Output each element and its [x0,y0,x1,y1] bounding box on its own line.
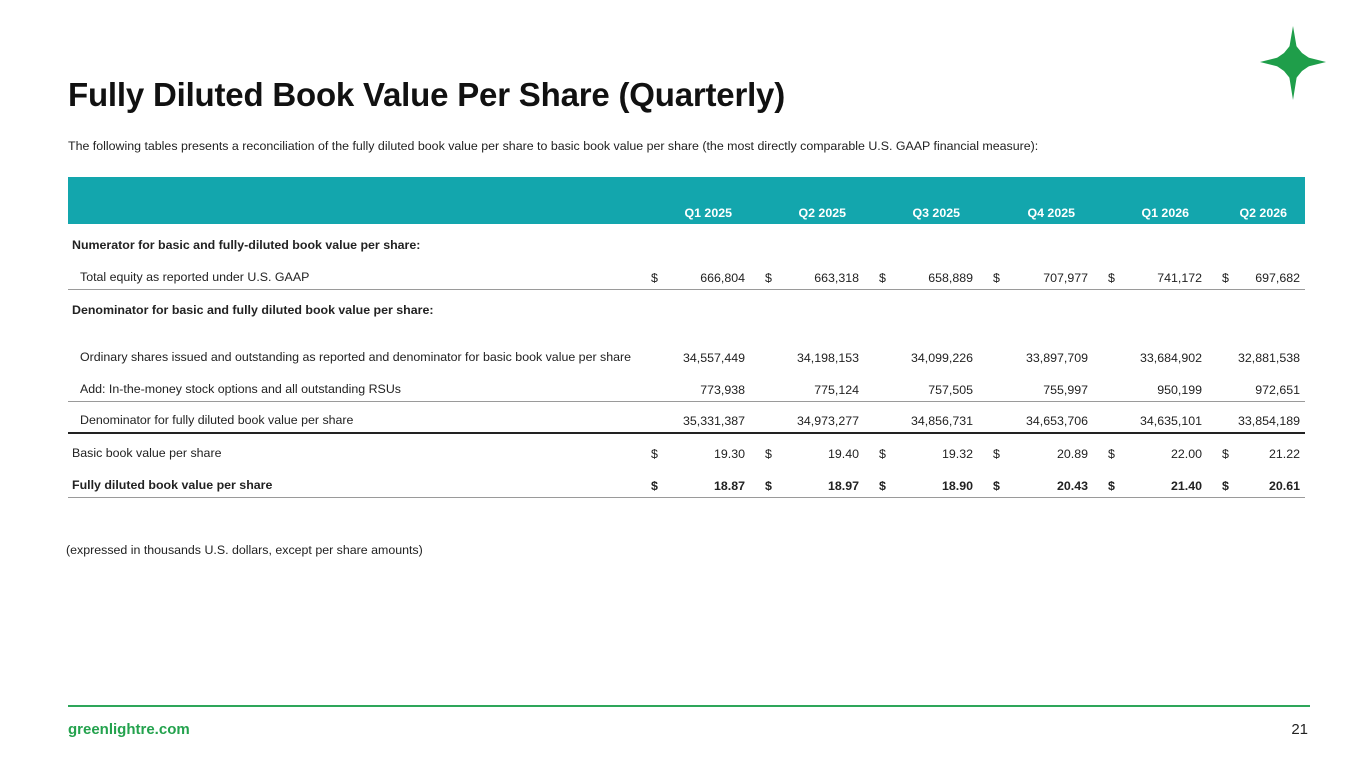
column-header: Q1 2026 [1141,206,1189,220]
value-cell [978,401,1093,433]
value-cell-content [978,447,1093,461]
value-cell-content [978,414,1093,428]
value-cell [750,224,864,257]
value-cell-content [864,447,978,461]
column-header: Q1 2025 [684,206,732,220]
row-label [68,289,636,322]
value-cell [750,433,864,465]
currency-symbol: $ [765,447,772,461]
row-label [68,369,636,401]
value-cell [1093,465,1207,497]
currency-symbol: $ [993,270,1000,285]
value-cell [636,289,750,322]
value-cell-content [864,271,978,285]
value-cell-content [636,271,750,285]
value-cell-content [1207,271,1305,285]
row-label-text: Total equity as reported under U.S. GAAP [80,269,310,284]
currency-symbol: $ [879,447,886,461]
cell-value: 755,997 [1043,382,1088,397]
value-cell [1093,322,1207,369]
row-label-text: Denominator for basic and fully diluted book value per share: [72,303,434,317]
currency-symbol: $ [993,478,1000,493]
table-row [68,257,1305,289]
value-cell [636,433,750,465]
value-cell [864,369,978,401]
value-cell [750,465,864,497]
star-icon [1258,24,1328,102]
cell-value: 34,099,226 [910,351,973,365]
value-cell [864,224,978,257]
value-cell [636,369,750,401]
cell-value: 18.90 [941,478,973,493]
value-cell [750,369,864,401]
value-cell [1207,322,1305,369]
currency-symbol: $ [1222,270,1229,285]
value-cell [636,257,750,289]
value-cell [1207,257,1305,289]
intro-text: The following tables presents a reconciliation of the fully diluted book value per share to basic book value per share (the most directly comparable U.S. GAAP financial measure): [68,139,1039,153]
value-cell-content [864,479,978,493]
row-label [68,224,636,257]
cell-value: 666,804 [700,270,745,285]
row-label [68,257,636,289]
cell-value: 33,684,902 [1139,351,1202,365]
column-header: Q2 2025 [798,206,846,220]
value-cell [1207,289,1305,322]
value-cell [978,224,1093,257]
value-cell-content [750,383,864,397]
value-cell-content [864,383,978,397]
row-label [68,433,636,465]
value-cell-content [750,414,864,428]
value-cell [1093,257,1207,289]
table-row [68,465,1305,497]
value-cell-content [978,271,1093,285]
cell-value: 19.40 [827,447,859,461]
value-cell-content [636,351,750,365]
row-label-text: Numerator for basic and fully-diluted book value per share: [72,238,421,252]
currency-symbol: $ [879,270,886,285]
column-header: Q4 2025 [1027,206,1075,220]
value-cell [1093,433,1207,465]
value-cell [750,401,864,433]
currency-symbol: $ [651,270,658,285]
value-cell-content [1207,479,1305,493]
value-cell-content [1093,351,1207,365]
value-cell-content [750,351,864,365]
cell-value: 20.89 [1056,447,1088,461]
value-cell [864,433,978,465]
value-cell-content [750,271,864,285]
currency-symbol: $ [651,478,658,493]
value-cell-content [636,479,750,493]
cell-value: 18.97 [827,478,859,493]
value-cell [1093,369,1207,401]
value-cell [864,401,978,433]
value-cell [864,322,978,369]
value-cell [1207,224,1305,257]
cell-value: 33,897,709 [1025,351,1088,365]
value-cell-content [978,479,1093,493]
value-cell-content [636,414,750,428]
cell-value: 35,331,387 [682,414,745,428]
value-cell-content [1093,447,1207,461]
value-cell-content [1093,414,1207,428]
page-title: Fully Diluted Book Value Per Share (Quarterly) [68,76,785,113]
cell-value: 34,198,153 [796,351,859,365]
cell-value: 22.00 [1170,447,1202,461]
cell-value: 757,505 [928,382,973,397]
value-cell [978,465,1093,497]
currency-symbol: $ [879,478,886,493]
value-cell-content [636,447,750,461]
table-row [68,401,1305,433]
value-cell-content [750,479,864,493]
table-header-row [68,177,1305,224]
value-cell [1207,433,1305,465]
value-cell-content [1093,383,1207,397]
cell-value: 19.30 [713,447,745,461]
value-cell [978,289,1093,322]
value-cell [978,369,1093,401]
value-cell-content [1093,479,1207,493]
row-label [68,465,636,497]
currency-symbol: $ [1222,478,1229,493]
value-cell [636,224,750,257]
value-cell [864,257,978,289]
value-cell [1207,401,1305,433]
row-label-text: Add: In-the-money stock options and all outstanding RSUs [80,381,401,396]
website-link[interactable]: greenlightre.com [68,721,190,738]
currency-symbol: $ [651,447,658,461]
section-header-row [68,289,1305,322]
value-cell-content [1207,447,1305,461]
value-cell [1093,289,1207,322]
value-cell [750,257,864,289]
value-cell [1093,224,1207,257]
value-cell-content [1207,414,1305,428]
header-label-cell [68,177,636,224]
cell-value: 34,557,449 [682,351,745,365]
value-cell-content [864,414,978,428]
table-body [68,224,1305,497]
value-cell-content [636,383,750,397]
row-label-text: Denominator for fully diluted book value per share [80,413,354,427]
value-cell [636,322,750,369]
value-cell [1207,369,1305,401]
row-label-text: Fully diluted book value per share [72,477,273,492]
value-cell-content [1207,383,1305,397]
value-cell [750,289,864,322]
currency-symbol: $ [765,270,772,285]
row-label-text: Ordinary shares issued and outstanding as reported and denominator for basic book value per share [80,350,632,364]
value-cell [1093,401,1207,433]
cell-value: 18.87 [713,478,745,493]
value-cell [978,433,1093,465]
footer-divider [68,705,1310,707]
currency-symbol: $ [993,447,1000,461]
cell-value: 32,881,538 [1237,351,1300,365]
cell-value: 663,318 [814,270,859,285]
table-row [68,433,1305,465]
cell-value: 20.43 [1056,478,1088,493]
row-label [68,322,636,369]
cell-value: 34,653,706 [1025,414,1088,428]
value-cell [864,465,978,497]
currency-symbol: $ [765,478,772,493]
column-header: Q2 2026 [1239,206,1287,220]
column-header: Q3 2025 [912,206,960,220]
value-cell-content [864,351,978,365]
reconciliation-table [68,177,1305,498]
value-cell [750,322,864,369]
page-number: 21 [1291,721,1308,738]
cell-value: 20.61 [1268,478,1300,493]
row-label [68,401,636,433]
currency-symbol: $ [1108,270,1115,285]
currency-symbol: $ [1108,478,1115,493]
value-cell-content [978,383,1093,397]
value-cell [636,465,750,497]
cell-value: 773,938 [700,382,745,397]
currency-symbol: $ [1222,447,1229,461]
cell-value: 34,856,731 [910,414,973,428]
row-label-text: Basic book value per share [72,446,222,460]
value-cell [864,289,978,322]
cell-value: 775,124 [814,382,859,397]
value-cell [636,401,750,433]
footnote: (expressed in thousands U.S. dollars, except per share amounts) [66,543,423,557]
value-cell [978,257,1093,289]
table-row [68,369,1305,401]
value-cell-content [1093,271,1207,285]
cell-value: 950,199 [1157,382,1202,397]
value-cell-content [978,351,1093,365]
cell-value: 21.40 [1170,478,1202,493]
currency-symbol: $ [1108,447,1115,461]
cell-value: 972,651 [1255,382,1300,397]
section-header-row [68,224,1305,257]
value-cell-content [1207,351,1305,365]
cell-value: 33,854,189 [1237,414,1300,428]
value-cell [1207,465,1305,497]
value-cell-content [750,447,864,461]
cell-value: 19.32 [941,447,973,461]
cell-value: 707,977 [1043,270,1088,285]
cell-value: 658,889 [928,270,973,285]
cell-value: 741,172 [1157,270,1202,285]
cell-value: 697,682 [1255,270,1300,285]
table-row [68,322,1305,369]
cell-value: 21.22 [1268,447,1300,461]
value-cell [978,322,1093,369]
cell-value: 34,635,101 [1139,414,1202,428]
cell-value: 34,973,277 [796,414,859,428]
